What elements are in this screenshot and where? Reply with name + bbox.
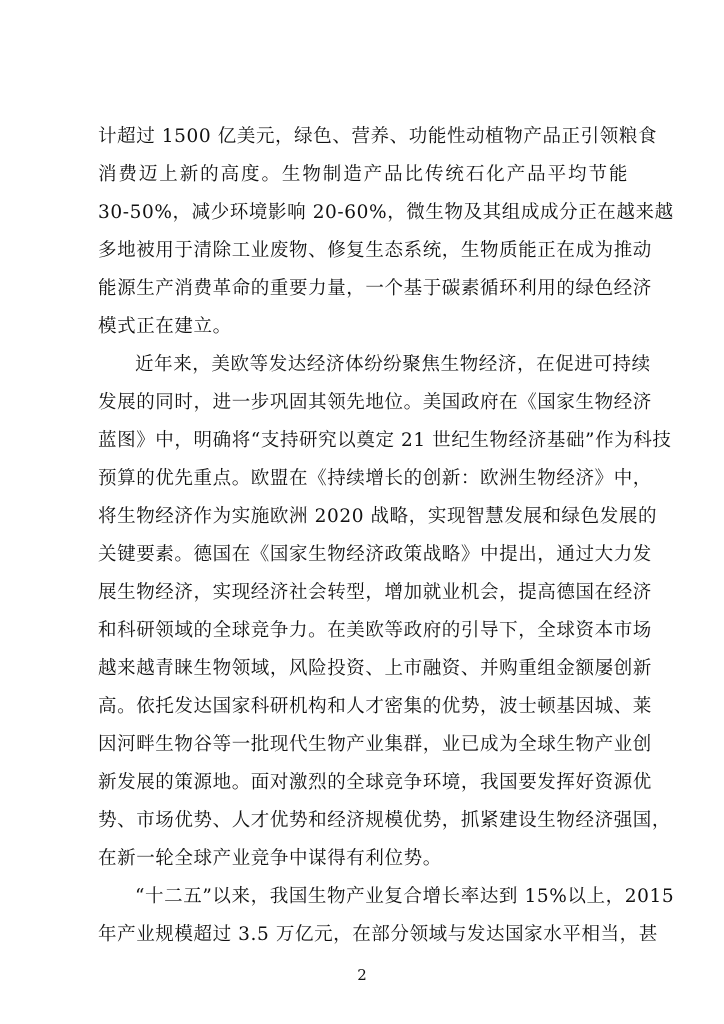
text-line: 越来越青睐生物领域，风险投资、上市融资、并购重组金额屡创新 [98, 658, 652, 679]
paragraph-end-line: 在新一轮全球产业竞争中谋得有利位势。 [98, 848, 442, 869]
text-line: 年产业规模超过 3.5 万亿元，在部分领域与发达国家水平相当，甚 [98, 924, 658, 945]
text-line: 多地被用于清除工业废物、修复生态系统，生物质能正在成为推动 [98, 240, 652, 261]
text-line: 和科研领域的全球竞争力。在美欧等政府的引导下，全球资本市场 [98, 620, 652, 641]
page-number: 2 [357, 966, 367, 984]
text-line: 计超过 1500 亿美元，绿色、营养、功能性动植物产品正引领粮食 [98, 126, 658, 147]
paragraph-first-line: 近年来，美欧等发达经济体纷纷聚焦生物经济，在促进可持续 [135, 354, 651, 375]
text-line: 高。依托发达国家科研机构和人才密集的优势，波士顿基因城、莱 [98, 696, 652, 717]
text-line: 因河畔生物谷等一批现代生物产业集群，业已成为全球生物产业创 [98, 734, 652, 755]
text-line: 展生物经济，实现经济社会转型，增加就业机会，提高德国在经济 [98, 582, 652, 603]
text-line: 30-50%，减少环境影响 20-60%，微生物及其组成成分正在越来越 [98, 202, 674, 223]
paragraph-first-line: “十二五”以来，我国生物产业复合增长率达到 15%以上，2015 [135, 886, 675, 907]
paragraph-end-line: 模式正在建立。 [98, 316, 232, 337]
text-line: 能源生产消费革命的重要力量，一个基于碳素循环利用的绿色经济 [98, 278, 652, 299]
text-line: 预算的优先重点。欧盟在《持续增长的创新：欧洲生物经济》中， [98, 468, 652, 489]
text-line: 关键要素。德国在《国家生物经济政策战略》中提出，通过大力发 [98, 544, 652, 565]
text-line: 消费迈上新的高度。生物制造产品比传统石化产品平均节能 [98, 164, 628, 185]
text-line: 势、市场优势、人才优势和经济规模优势，抓紧建设生物经济强国， [98, 810, 672, 831]
text-line: 新发展的策源地。面对激烈的全球竞争环境，我国要发挥好资源优 [98, 772, 652, 793]
text-line: 蓝图》中，明确将“支持研究以奠定 21 世纪生物经济基础”作为科技 [98, 430, 672, 451]
text-line: 发展的同时，进一步巩固其领先地位。美国政府在《国家生物经济 [98, 392, 652, 413]
text-line: 将生物经济作为实施欧洲 2020 战略，实现智慧发展和绿色发展的 [98, 506, 658, 527]
